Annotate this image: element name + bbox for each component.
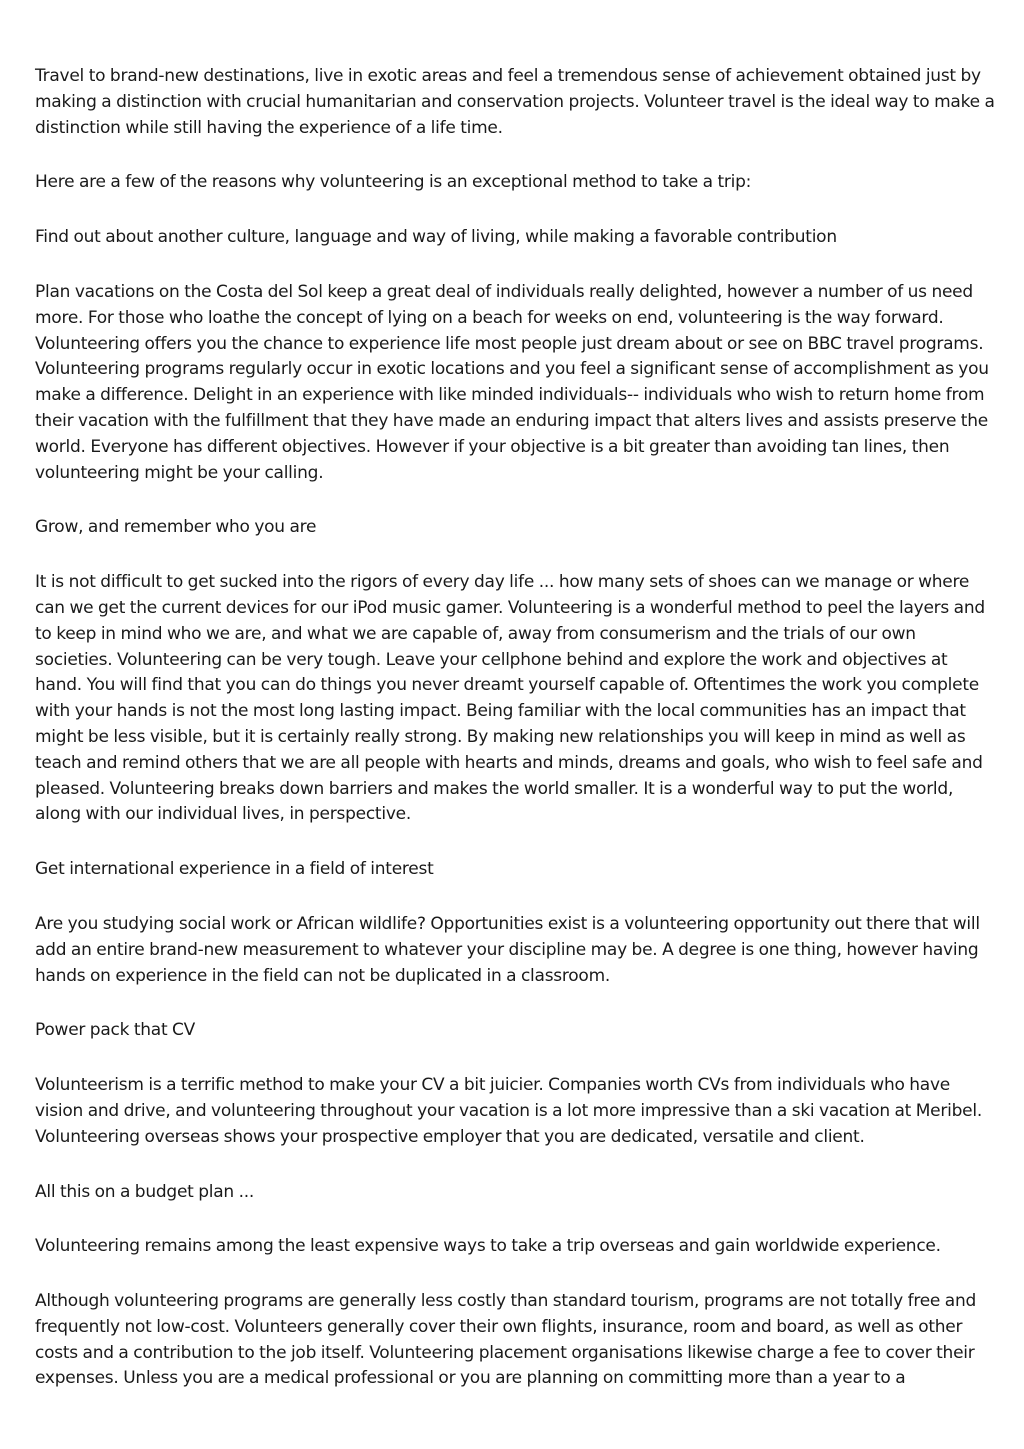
budget-heading: All this on a budget plan ... [35, 1181, 255, 1202]
cv-heading: Power pack that CV [35, 1020, 196, 1041]
costs-paragraph: Although volunteering programs are generally less costly than standard tourism, programs are not totally free and frequently not low-cost. Volunteers generally cover their own flights, insurance, room and board, as well as other costs and a contribution to the job itself. Volunteering placement organisations likewise charge a fee to cover their expenses. Unless you are a medical professional or you are planning on committing more than a year to a [35, 1291, 977, 1389]
cv-paragraph: Volunteerism is a terrific method to make your CV a bit juicier. Companies worth CVs from individuals who have vision and drive, and volunteering throughout your vacation is a lot more impressive than a ski vacation at Meribel. Volunteering overseas shows your prospective employer that you are dedicated, versatile and client. [35, 1075, 982, 1147]
culture-paragraph: Plan vacations on the Costa del Sol keep a great deal of individuals really delighted, however a number of us need more. For those who loathe the concept of lying on a beach for weeks on end, volunteering is the way forward. Volunteering offers you the chance to experience life most people just dream about or see on BBC travel programs. Volunteering programs regularly occur in exotic locations and you feel a significant sense of accomplishment as you make a difference. Delight in an experience with like minded individuals-- individuals who wish to return home from their vacation with the fulfillment that they have made an enduring impact that alters lives and assists preserve the world. Everyone has different objectives. However if your objective is a bit greater than avoiding tan lines, then volunteering might be your calling. [35, 281, 989, 483]
intro-paragraph: Travel to brand-new destinations, live in exotic areas and feel a tremendous sense of achievement obtained just by making a distinction with crucial humanitarian and conservation projects. Volunteer travel is the ideal way to make a distinction while still having the experience of a life time. [35, 66, 995, 138]
culture-heading: Find out about another culture, language and way of living, while making a favorable contribution [35, 227, 837, 248]
reasons-intro-paragraph: Here are a few of the reasons why volunteering is an exceptional method to take a trip: [35, 172, 752, 193]
budget-paragraph: Volunteering remains among the least expensive ways to take a trip overseas and gain worldwide experience. [35, 1236, 941, 1257]
document-body [35, 64, 995, 1421]
experience-paragraph: Are you studying social work or African wildlife? Opportunities exist is a volunteering opportunity out there that will add an entire brand-new measurement to whatever your discipline may be. A degree is one thing, however having hands on experience in the field can not be duplicated in a classroom. [35, 913, 980, 986]
experience-heading: Get international experience in a field of interest [35, 859, 434, 880]
grow-heading: Grow, and remember who you are [35, 517, 317, 538]
grow-paragraph: It is not difficult to get sucked into the rigors of every day life ... how many sets of shoes can we manage or where can we get the current devices for our iPod music gamer. Volunteering is a wonderful method to peel the layers and to keep in mind who we are, and what we are capable of, away from consumerism and the trials of our own societies. Volunteering can be very tough. Leave your cellphone behind and explore the work and objectives at hand. You will find that you can do things you never dreamt yourself capable of. Oftentimes the work you complete with your hands is not the most long lasting impact. Being familiar with the local communities has an impact that might be less visible, but it is certainly really strong. By making new relationships you will keep in mind as well as teach and remind others that we are all people with hearts and minds, dreams and goals, who wish to feel safe and pleased. Volunteering breaks down barriers and makes the world smaller. It is a wonderful way to put the world, along with our individual lives, in perspective. [35, 572, 985, 825]
